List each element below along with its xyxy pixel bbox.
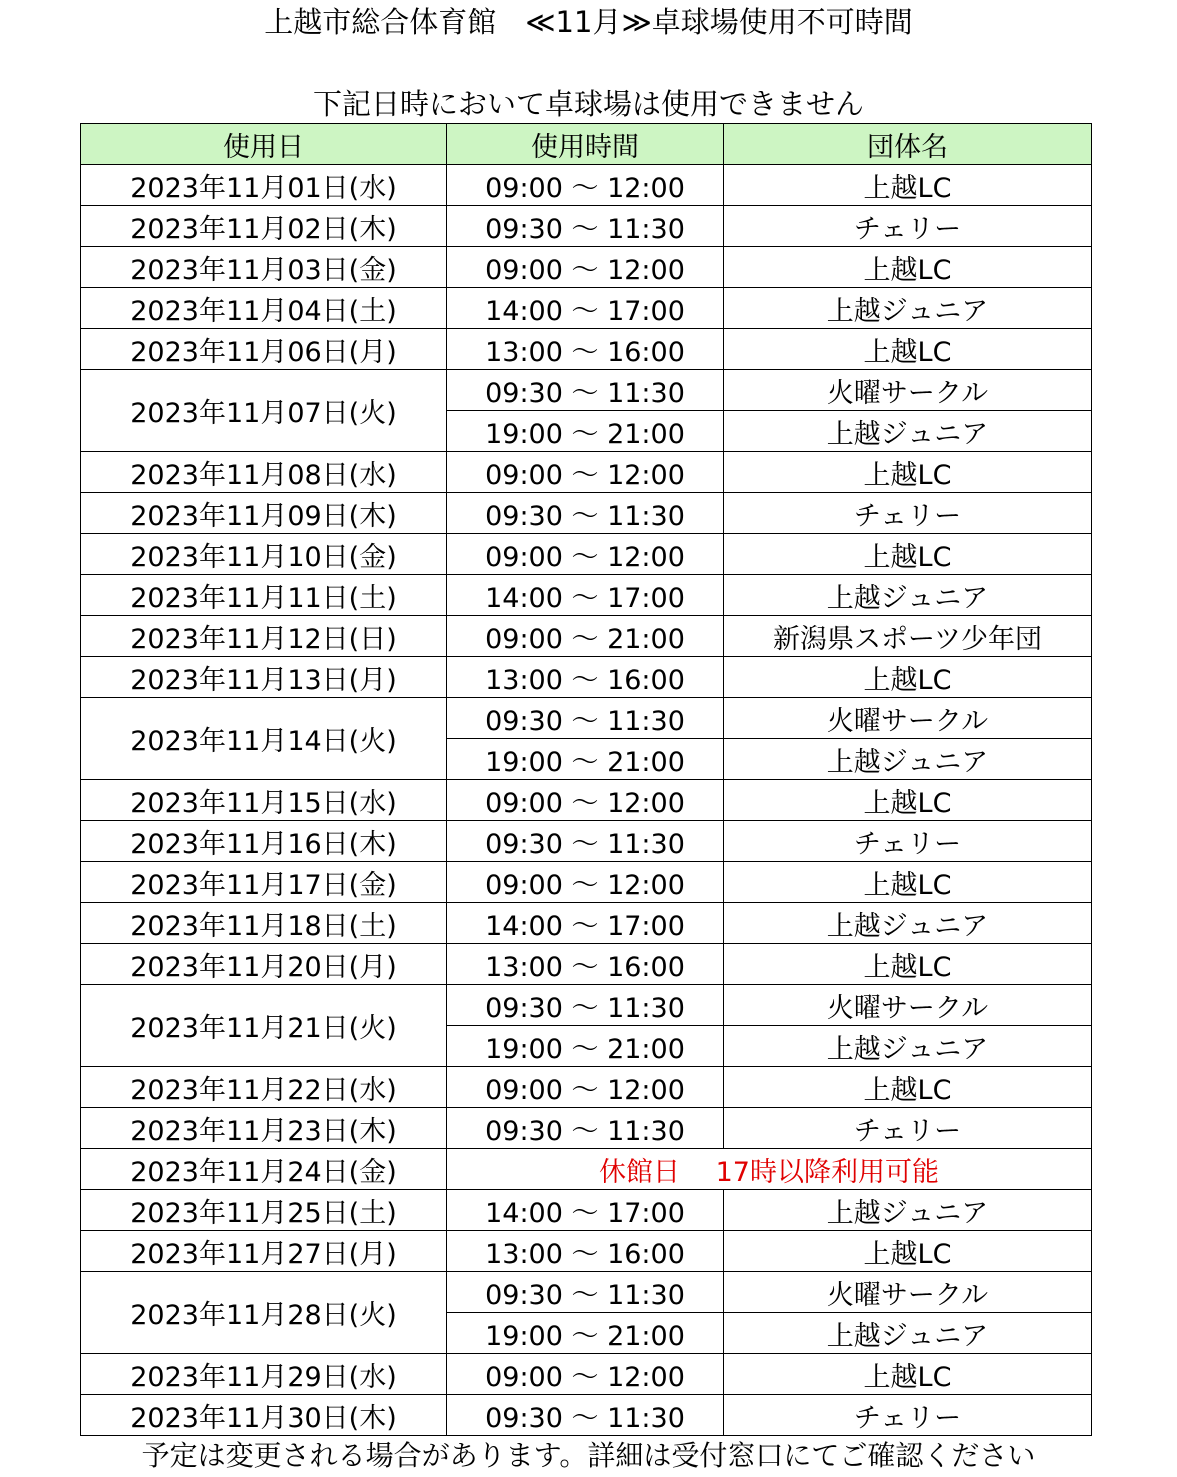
date-cell: 2023年11月18日(土) (81, 903, 447, 944)
date-cell: 2023年11月21日(火) (81, 985, 447, 1067)
date-cell: 2023年11月10日(金) (81, 534, 447, 575)
time-cell: 19:00 ～ 21:00 (447, 1313, 724, 1354)
table-row (81, 1149, 1092, 1190)
time-cell: 09:30 ～ 11:30 (447, 821, 724, 862)
time-cell: 09:30 ～ 11:30 (447, 698, 724, 739)
time-cell: 09:00 ～ 12:00 (447, 247, 724, 288)
table-row (81, 1231, 1092, 1272)
table-row (81, 1354, 1092, 1395)
table-header-row (81, 124, 1092, 165)
time-cell: 13:00 ～ 16:00 (447, 944, 724, 985)
header-time: 使用時間 (447, 124, 724, 165)
time-cell: 13:00 ～ 16:00 (447, 657, 724, 698)
table-row (81, 1067, 1092, 1108)
date-cell: 2023年11月29日(水) (81, 1354, 447, 1395)
group-cell: 上越ジュニア (724, 575, 1092, 616)
table-row (81, 1395, 1092, 1436)
table-row (81, 780, 1092, 821)
group-cell: 上越ジュニア (724, 1190, 1092, 1231)
group-cell: 上越ジュニア (724, 411, 1092, 452)
date-cell: 2023年11月11日(土) (81, 575, 447, 616)
date-cell: 2023年11月12日(日) (81, 616, 447, 657)
group-cell: 上越LC (724, 944, 1092, 985)
date-cell: 2023年11月02日(木) (81, 206, 447, 247)
group-cell: 上越LC (724, 534, 1092, 575)
table-row (81, 1108, 1092, 1149)
date-cell: 2023年11月13日(月) (81, 657, 447, 698)
group-cell: 上越ジュニア (724, 903, 1092, 944)
group-cell: 上越LC (724, 165, 1092, 206)
table-row (81, 944, 1092, 985)
page-subtitle: 下記日時において卓球場は使用できません (312, 87, 864, 121)
time-cell: 09:00 ～ 12:00 (447, 1067, 724, 1108)
date-cell: 2023年11月01日(水) (81, 165, 447, 206)
time-cell: 09:00 ～ 21:00 (447, 616, 724, 657)
group-cell: 上越LC (724, 780, 1092, 821)
table-row (81, 206, 1092, 247)
time-cell: 09:00 ～ 12:00 (447, 452, 724, 493)
group-cell: チェリー (724, 1395, 1092, 1436)
time-cell: 19:00 ～ 21:00 (447, 1026, 724, 1067)
group-cell: 上越LC (724, 1354, 1092, 1395)
table-row (81, 288, 1092, 329)
table-row (81, 534, 1092, 575)
group-cell: 火曜サークル (724, 1272, 1092, 1313)
time-cell: 14:00 ～ 17:00 (447, 575, 724, 616)
date-cell: 2023年11月25日(土) (81, 1190, 447, 1231)
time-cell: 09:00 ～ 12:00 (447, 534, 724, 575)
table-row (81, 1190, 1092, 1231)
table-row (81, 985, 1092, 1026)
date-cell: 2023年11月08日(水) (81, 452, 447, 493)
date-cell: 2023年11月03日(金) (81, 247, 447, 288)
group-cell: 上越LC (724, 1231, 1092, 1272)
group-cell: 上越ジュニア (724, 288, 1092, 329)
time-cell: 09:00 ～ 12:00 (447, 1354, 724, 1395)
date-cell: 2023年11月23日(木) (81, 1108, 447, 1149)
table-row (81, 370, 1092, 411)
time-cell: 09:30 ～ 11:30 (447, 206, 724, 247)
date-cell: 2023年11月22日(水) (81, 1067, 447, 1108)
time-cell: 09:00 ～ 12:00 (447, 862, 724, 903)
table-row (81, 821, 1092, 862)
time-cell: 14:00 ～ 17:00 (447, 903, 724, 944)
header-group: 団体名 (724, 124, 1092, 165)
time-cell: 13:00 ～ 16:00 (447, 329, 724, 370)
group-cell: チェリー (724, 493, 1092, 534)
time-cell: 09:30 ～ 11:30 (447, 370, 724, 411)
table-row (81, 247, 1092, 288)
date-cell: 2023年11月16日(木) (81, 821, 447, 862)
table-row (81, 575, 1092, 616)
group-cell: 火曜サークル (724, 370, 1092, 411)
time-cell: 19:00 ～ 21:00 (447, 739, 724, 780)
group-cell: チェリー (724, 821, 1092, 862)
time-cell: 09:30 ～ 11:30 (447, 493, 724, 534)
time-cell: 19:00 ～ 21:00 (447, 411, 724, 452)
date-cell: 2023年11月09日(木) (81, 493, 447, 534)
group-cell: 上越ジュニア (724, 739, 1092, 780)
date-cell: 2023年11月07日(火) (81, 370, 447, 452)
table-row (81, 165, 1092, 206)
time-cell: 09:00 ～ 12:00 (447, 780, 724, 821)
time-cell: 09:30 ～ 11:30 (447, 1272, 724, 1313)
time-cell: 09:30 ～ 11:30 (447, 1108, 724, 1149)
date-cell: 2023年11月30日(木) (81, 1395, 447, 1436)
schedule-table (80, 123, 1092, 1436)
date-cell: 2023年11月06日(月) (81, 329, 447, 370)
time-cell: 14:00 ～ 17:00 (447, 1190, 724, 1231)
group-cell: 上越LC (724, 329, 1092, 370)
time-cell: 09:30 ～ 11:30 (447, 985, 724, 1026)
date-cell: 2023年11月27日(月) (81, 1231, 447, 1272)
header-date: 使用日 (81, 124, 447, 165)
date-cell: 2023年11月17日(金) (81, 862, 447, 903)
closed-note-cell: 休館日 17時以降利用可能 (447, 1149, 1092, 1190)
table-row (81, 329, 1092, 370)
group-cell: 火曜サークル (724, 985, 1092, 1026)
date-cell: 2023年11月14日(火) (81, 698, 447, 780)
table-row (81, 493, 1092, 534)
footer-note: 予定は変更される場合があります。詳細は受付窓口にてご確認ください (141, 1439, 1036, 1472)
time-cell: 09:00 ～ 12:00 (447, 165, 724, 206)
group-cell: チェリー (724, 206, 1092, 247)
date-cell: 2023年11月04日(土) (81, 288, 447, 329)
table-row (81, 862, 1092, 903)
date-cell: 2023年11月28日(火) (81, 1272, 447, 1354)
date-cell: 2023年11月15日(水) (81, 780, 447, 821)
group-cell: 上越LC (724, 657, 1092, 698)
time-cell: 09:30 ～ 11:30 (447, 1395, 724, 1436)
group-cell: 火曜サークル (724, 698, 1092, 739)
table-row (81, 698, 1092, 739)
table-row (81, 1272, 1092, 1313)
group-cell: 上越LC (724, 862, 1092, 903)
table-row (81, 903, 1092, 944)
table-body (81, 165, 1092, 1436)
group-cell: チェリー (724, 1108, 1092, 1149)
date-cell: 2023年11月20日(月) (81, 944, 447, 985)
group-cell: 上越LC (724, 452, 1092, 493)
page-title: 上越市総合体育館 ≪11月≫卓球場使用不可時間 (264, 5, 913, 39)
time-cell: 14:00 ～ 17:00 (447, 288, 724, 329)
group-cell: 上越ジュニア (724, 1313, 1092, 1354)
date-cell: 2023年11月24日(金) (81, 1149, 447, 1190)
table-row (81, 452, 1092, 493)
group-cell: 上越LC (724, 1067, 1092, 1108)
table-row (81, 616, 1092, 657)
time-cell: 13:00 ～ 16:00 (447, 1231, 724, 1272)
table-row (81, 657, 1092, 698)
group-cell: 新潟県スポーツ少年団 (724, 616, 1092, 657)
group-cell: 上越ジュニア (724, 1026, 1092, 1067)
group-cell: 上越LC (724, 247, 1092, 288)
